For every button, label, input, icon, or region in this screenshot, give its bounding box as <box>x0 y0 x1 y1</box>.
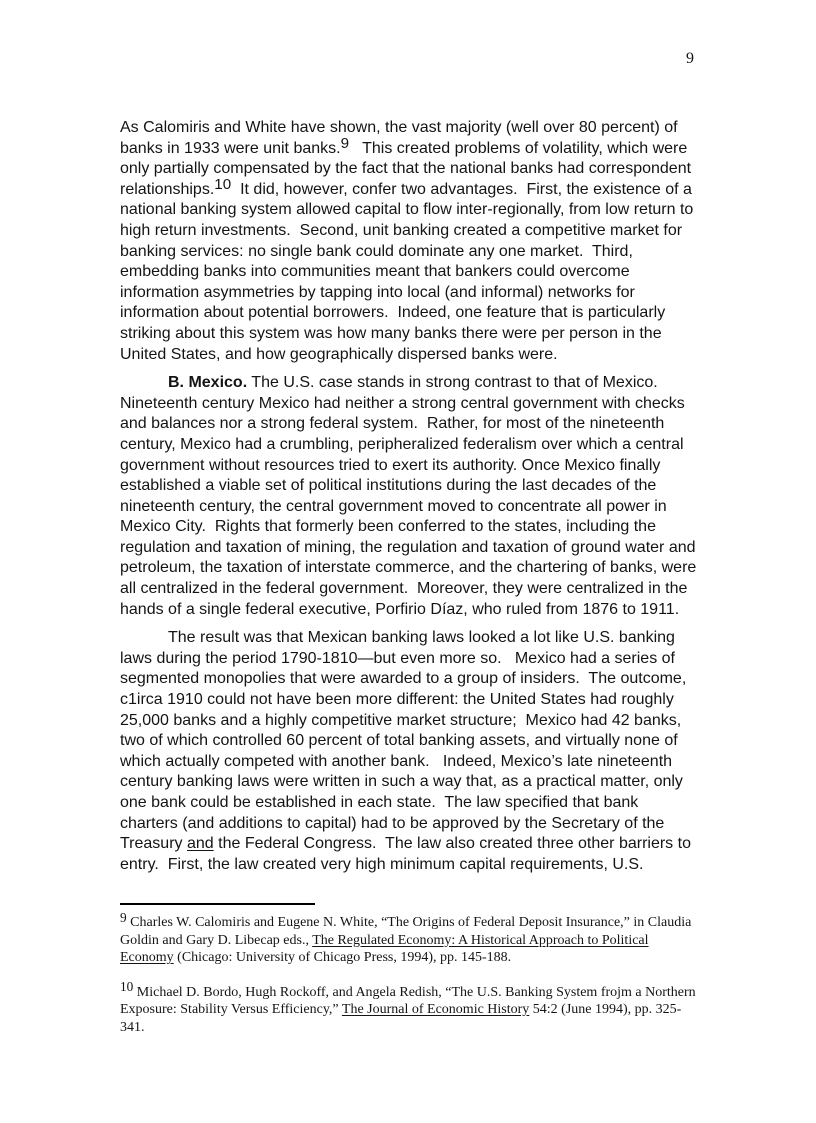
text-run: The U.S. case stands in strong contrast to that of Mexico. Nineteenth century Mexico had neither a strong central government with checks and balances nor a strong federal system. Rather, for most of the nineteenth century, Mexico had a crumbling, peripheralized federalism over which a central government without resources tried to exert its authority. Once Mexico finally established a viable set of political institutions during the last decades of the nineteenth century, the central government moved to concentrate all power in Mexico City. Rights that formerly been conferred to the states, including the regulation and taxation of mining, the regulation and taxation of ground water and petroleum, the taxation of interstate commerce, and the chartering of banks, were all centralized in the federal government. Moreover, they were centralized in the hands of a single federal executive, Porfirio Díaz, who ruled from 1876 to 1911. <box>120 374 697 618</box>
footnote-separator-line <box>120 903 315 905</box>
text-run: Michael D. Bordo, Hugh Rockoff, and Angela Redish, “The U.S. Banking System frojm a Northern Exposure: Stability Versus Efficiency,” <box>120 984 696 1017</box>
text-run: Charles W. Calomiris and Eugene N. White, “The Origins of Federal Deposit Insurance,” in Claudia Goldin and Gary D. Libecap eds., <box>120 915 692 948</box>
footnote-ref-9: 9 <box>340 134 350 152</box>
journal-title-underline: The Journal of Economic History <box>341 1002 530 1017</box>
footnote-10 <box>120 979 700 1037</box>
footnote-ref-10: 10 <box>214 175 232 193</box>
paragraph-unit-banks <box>120 118 700 365</box>
text-run: The result was that Mexican banking laws looked a lot like U.S. banking laws during the period 1790-1810—but even more so. Mexico had a series of segmented monopolies that were awarded to a group of insiders. The outcome, c1irca 1910 could not have been more different: the United States had roughly 25,000 banks and a highly competitive market structure; Mexico had 42 banks, two of which controlled 60 percent of total banking assets, and virtually none of which actually competed with another bank. Indeed, Mexico’s late nineteenth century banking laws were written in such a way that, as a practical matter, only one bank could be established in each state. The law specified that bank charters (and additions to capital) had to be approved by the Secretary of the Treasury <box>120 629 687 853</box>
page-number: 9 <box>686 50 694 67</box>
emphasis-and-underline: and <box>186 835 214 853</box>
text-run: 54:2 (June 1994), pp. 325-341. <box>120 1002 682 1035</box>
text-run: It did, however, confer two advantages. First, the existence of a national banking system allowed capital to flow inter-regionally, from low return to high return investments. Second, unit banking created a competitive market for banking services: no single bank could dominate any one market. Third, embedding banks into communities meant that bankers could overcome information asymmetries by tapping into local (and informal) networks for information about potential borrowers. Indeed, one feature that is particularly striking about this system was how many banks there were per person in the United States, and how geographically dispersed banks were. <box>120 180 694 363</box>
footnote-9 <box>120 909 700 967</box>
text-run: This created problems of volatility, which were only partially compensated by the fact that the national banks had correspondent relationships. <box>120 139 692 198</box>
text-run: As Calomiris and White have shown, the vast majority (well over 80 percent) of banks in 1933 were unit banks. <box>120 119 678 157</box>
footnote-9-marker: 9 <box>120 909 127 925</box>
document-body <box>120 118 700 875</box>
book-title-underline: The Regulated Economy: A Historical Approach to Political Economy <box>120 932 649 965</box>
footnotes-section <box>120 903 700 1036</box>
text-run: the Federal Congress. The law also created three other barriers to entry. First, the law created very high minimum capital requirements, U.S. <box>120 835 691 873</box>
section-heading-b-mexico: B. Mexico. <box>168 374 248 392</box>
paragraph-mexico <box>120 373 700 620</box>
paragraph-banking-laws <box>120 628 700 875</box>
text-run: (Chicago: University of Chicago Press, 1994), pp. 145-188. <box>173 950 512 965</box>
footnote-10-marker: 10 <box>120 979 134 995</box>
